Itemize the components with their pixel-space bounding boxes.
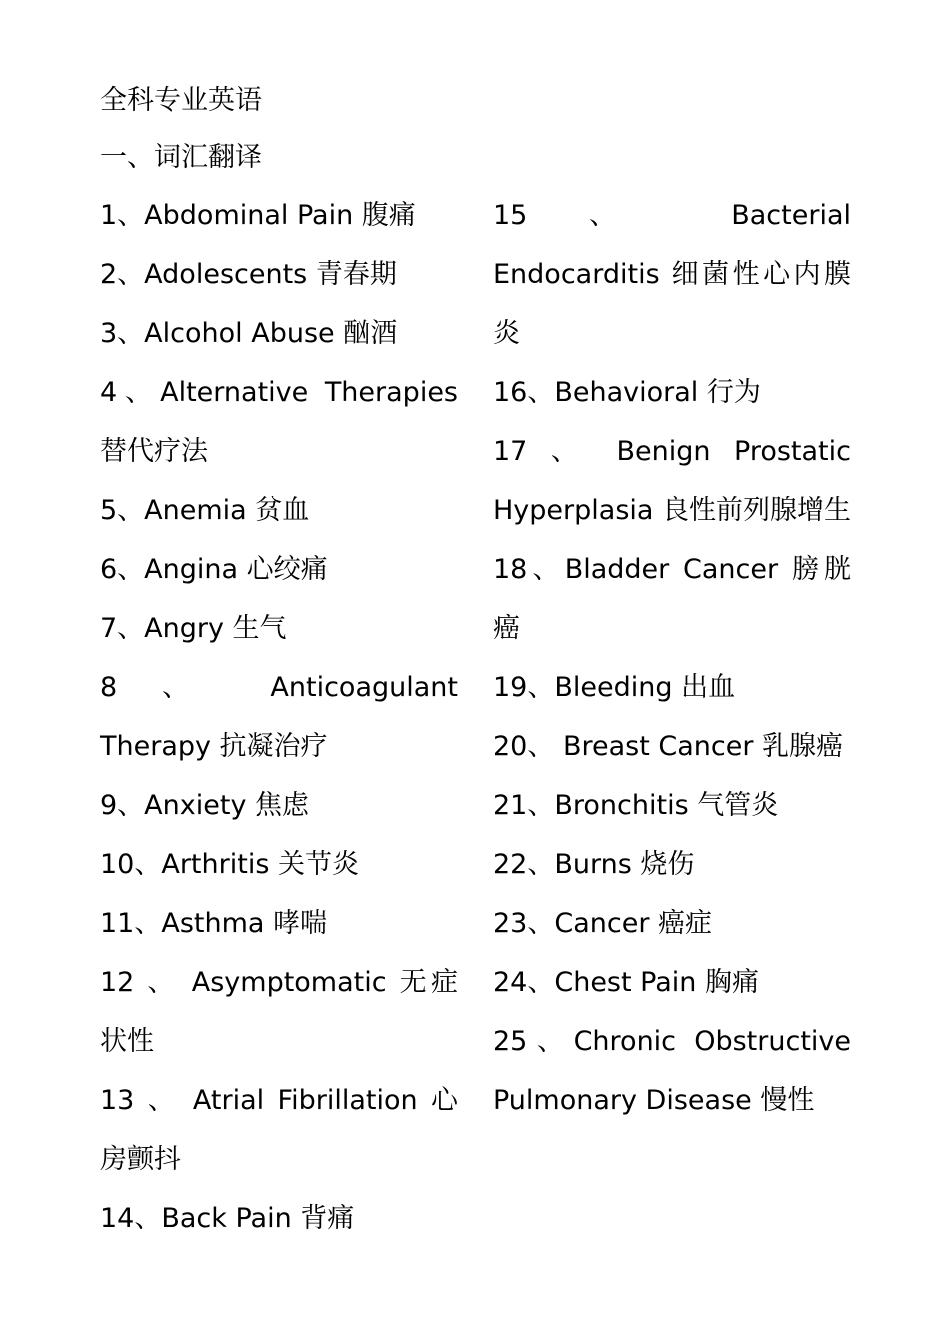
vocab-entry: 13 、 Atrial Fibrillation 心房颤抖 [100,1085,458,1175]
vocab-entry: 11、Asthma 哮喘 [100,908,328,939]
vocab-entry: 1、Abdominal Pain 腹痛 [100,200,416,231]
vocab-entry: 9、Anxiety 焦虑 [100,790,309,821]
vocab-entry: 14、Back Pain 背痛 [100,1203,355,1234]
vocab-entry: 5、Anemia 贫血 [100,495,310,526]
vocab-entry: 8 、 Anticoagulant Therapy 抗凝治疗 [100,672,458,762]
vocabulary-column-right [493,186,851,1130]
vocab-entry: 19、Bleeding 出血 [493,672,736,703]
document-title: 全科专业英语 [100,85,262,116]
vocab-entry: 12 、 Asymptomatic 无症状性 [100,967,458,1057]
vocab-entry: 2、Adolescents 青春期 [100,259,397,290]
vocab-entry: 24、Chest Pain 胸痛 [493,967,759,998]
vocab-entry: 25、Chronic Obstructive Pulmonary Disease 慢性 [493,1026,851,1116]
vocab-entry: 20、 Breast Cancer 乳腺癌 [493,731,844,762]
vocab-entry: 7、Angry 生气 [100,613,287,644]
section-heading: 一、词汇翻译 [100,142,262,173]
vocab-entry: 4、Alternative Therapies 替代疗法 [100,377,458,467]
vocab-entry: 23、Cancer 癌症 [493,908,713,939]
vocabulary-column-left [100,186,458,1248]
vocab-entry: 17 、 Benign Prostatic Hyperplasia 良性前列腺增生 [493,436,852,526]
vocab-entry: 22、Burns 烧伤 [493,849,695,880]
vocab-entry: 16、Behavioral 行为 [493,377,761,408]
vocab-entry: 10、Arthritis 关节炎 [100,849,359,880]
vocab-entry: 3、Alcohol Abuse 酗酒 [100,318,398,349]
vocab-entry: 18、Bladder Cancer 膀胱癌 [493,554,851,644]
vocab-entry: 15 、 Bacterial Endocarditis 细菌性心内膜炎 [493,200,851,349]
vocab-entry: 21、Bronchitis 气管炎 [493,790,779,821]
vocab-entry: 6、Angina 心绞痛 [100,554,328,585]
